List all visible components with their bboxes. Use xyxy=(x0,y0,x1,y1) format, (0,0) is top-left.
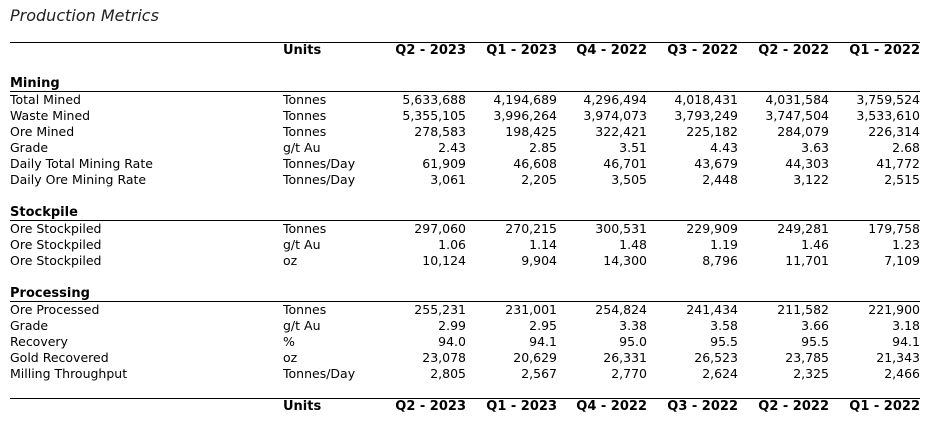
cell-value: 1.23 xyxy=(892,237,920,252)
row-label: Daily Total Mining Rate xyxy=(10,156,153,171)
cell-value: 41,772 xyxy=(876,156,920,171)
cell-value: 2,567 xyxy=(521,366,557,381)
cell-value: 46,701 xyxy=(603,156,647,171)
period-header: Q3 - 2022 xyxy=(667,43,738,58)
section-title: Processing xyxy=(10,286,90,301)
cell-value: 94.1 xyxy=(529,334,557,349)
cell-value: 3,122 xyxy=(793,172,829,187)
cell-value: 2.99 xyxy=(438,318,466,333)
cell-value: 322,421 xyxy=(595,124,647,139)
row-label: Waste Mined xyxy=(10,108,91,123)
section-title: Stockpile xyxy=(10,205,78,220)
cell-value: 9,904 xyxy=(521,253,557,268)
cell-value: 2.43 xyxy=(438,140,466,155)
cell-value: 46,608 xyxy=(513,156,557,171)
cell-value: 3,759,524 xyxy=(856,92,920,107)
cell-value: 1.14 xyxy=(529,237,557,252)
cell-value: 2,624 xyxy=(702,366,738,381)
row-unit: g/t Au xyxy=(283,318,321,333)
table-row xyxy=(0,156,935,172)
period-header: Q2 - 2022 xyxy=(758,399,829,414)
cell-value: 241,434 xyxy=(686,302,738,317)
row-label: Ore Stockpiled xyxy=(10,237,102,252)
cell-value: 229,909 xyxy=(686,221,738,236)
cell-value: 3,793,249 xyxy=(674,108,738,123)
table-header-row xyxy=(0,43,935,59)
cell-value: 2,205 xyxy=(521,172,557,187)
period-header: Q1 - 2023 xyxy=(486,43,557,58)
cell-value: 1.06 xyxy=(438,237,466,252)
table-row xyxy=(0,124,935,140)
cell-value: 179,758 xyxy=(868,221,920,236)
cell-value: 226,314 xyxy=(868,124,920,139)
section-title-processing xyxy=(0,286,935,302)
cell-value: 10,124 xyxy=(422,253,466,268)
cell-value: 4,296,494 xyxy=(583,92,647,107)
row-unit: Tonnes/Day xyxy=(283,366,356,381)
cell-value: 95.5 xyxy=(710,334,738,349)
cell-value: 231,001 xyxy=(505,302,557,317)
cell-value: 44,303 xyxy=(785,156,829,171)
cell-value: 4,194,689 xyxy=(493,92,557,107)
cell-value: 61,909 xyxy=(422,156,466,171)
period-header: Q1 - 2023 xyxy=(486,399,557,414)
row-unit: Tonnes/Day xyxy=(283,172,356,187)
table-row xyxy=(0,350,935,366)
cell-value: 3.63 xyxy=(801,140,829,155)
cell-value: 3.51 xyxy=(619,140,647,155)
cell-value: 2,770 xyxy=(611,366,647,381)
cell-value: 297,060 xyxy=(414,221,466,236)
table-row xyxy=(0,318,935,334)
cell-value: 94.0 xyxy=(438,334,466,349)
cell-value: 2,515 xyxy=(884,172,920,187)
table-footer-row xyxy=(0,399,935,415)
row-unit: Tonnes xyxy=(283,221,327,236)
cell-value: 4,018,431 xyxy=(674,92,738,107)
row-unit: Tonnes xyxy=(283,92,327,107)
cell-value: 5,633,688 xyxy=(402,92,466,107)
cell-value: 4.43 xyxy=(710,140,738,155)
row-unit: Tonnes xyxy=(283,302,327,317)
cell-value: 3,996,264 xyxy=(493,108,557,123)
units-header: Units xyxy=(283,43,322,58)
table-row xyxy=(0,221,935,237)
period-header: Q4 - 2022 xyxy=(576,43,647,58)
cell-value: 20,629 xyxy=(513,350,557,365)
row-label: Gold Recovered xyxy=(10,350,109,365)
row-unit: Tonnes xyxy=(283,108,327,123)
cell-value: 3.58 xyxy=(710,318,738,333)
cell-value: 221,900 xyxy=(868,302,920,317)
cell-value: 23,078 xyxy=(422,350,466,365)
cell-value: 270,215 xyxy=(505,221,557,236)
row-unit: oz xyxy=(283,253,298,268)
cell-value: 14,300 xyxy=(603,253,647,268)
table-row xyxy=(0,172,935,188)
cell-value: 3.66 xyxy=(801,318,829,333)
row-unit: g/t Au xyxy=(283,140,321,155)
row-label: Daily Ore Mining Rate xyxy=(10,172,147,187)
cell-value: 95.5 xyxy=(801,334,829,349)
period-header: Q2 - 2023 xyxy=(395,43,466,58)
cell-value: 225,182 xyxy=(686,124,738,139)
cell-value: 300,531 xyxy=(595,221,647,236)
row-label: Recovery xyxy=(10,334,68,349)
cell-value: 249,281 xyxy=(777,221,829,236)
page-title: Production Metrics xyxy=(10,6,159,25)
cell-value: 1.46 xyxy=(801,237,829,252)
units-header: Units xyxy=(283,399,322,414)
section-title-stockpile xyxy=(0,205,935,221)
cell-value: 1.48 xyxy=(619,237,647,252)
table-row xyxy=(0,366,935,382)
period-header: Q1 - 2022 xyxy=(849,399,920,414)
row-unit: Tonnes/Day xyxy=(283,156,356,171)
cell-value: 254,824 xyxy=(595,302,647,317)
cell-value: 95.0 xyxy=(619,334,647,349)
cell-value: 3,974,073 xyxy=(583,108,647,123)
cell-value: 7,109 xyxy=(884,253,920,268)
row-label: Grade xyxy=(10,318,49,333)
table-row xyxy=(0,302,935,318)
table-row xyxy=(0,108,935,124)
cell-value: 2.68 xyxy=(892,140,920,155)
cell-value: 5,355,105 xyxy=(402,108,466,123)
cell-value: 26,331 xyxy=(603,350,647,365)
cell-value: 2,805 xyxy=(430,366,466,381)
table-row xyxy=(0,237,935,253)
table-row xyxy=(0,92,935,108)
footer-top-rule xyxy=(10,398,920,399)
row-label: Ore Processed xyxy=(10,302,100,317)
row-label: Grade xyxy=(10,140,49,155)
period-header: Q3 - 2022 xyxy=(667,399,738,414)
cell-value: 26,523 xyxy=(694,350,738,365)
cell-value: 8,796 xyxy=(702,253,738,268)
cell-value: 284,079 xyxy=(777,124,829,139)
cell-value: 211,582 xyxy=(777,302,829,317)
cell-value: 94.1 xyxy=(892,334,920,349)
table-row xyxy=(0,334,935,350)
section-title-mining xyxy=(0,76,935,92)
row-unit: Tonnes xyxy=(283,124,327,139)
section-title: Mining xyxy=(10,76,60,91)
period-header: Q2 - 2023 xyxy=(395,399,466,414)
row-label: Ore Stockpiled xyxy=(10,221,102,236)
cell-value: 2,448 xyxy=(702,172,738,187)
cell-value: 21,343 xyxy=(876,350,920,365)
cell-value: 1.19 xyxy=(710,237,738,252)
cell-value: 3,533,610 xyxy=(856,108,920,123)
period-header: Q2 - 2022 xyxy=(758,43,829,58)
cell-value: 198,425 xyxy=(505,124,557,139)
cell-value: 43,679 xyxy=(694,156,738,171)
cell-value: 2,466 xyxy=(884,366,920,381)
cell-value: 2.95 xyxy=(529,318,557,333)
cell-value: 2.85 xyxy=(529,140,557,155)
row-label: Milling Throughput xyxy=(10,366,128,381)
cell-value: 11,701 xyxy=(785,253,829,268)
table-row xyxy=(0,253,935,269)
cell-value: 3,747,504 xyxy=(765,108,829,123)
cell-value: 4,031,584 xyxy=(765,92,829,107)
cell-value: 23,785 xyxy=(785,350,829,365)
cell-value: 278,583 xyxy=(414,124,466,139)
cell-value: 2,325 xyxy=(793,366,829,381)
table-row xyxy=(0,140,935,156)
cell-value: 3.38 xyxy=(619,318,647,333)
row-label: Total Mined xyxy=(10,92,81,107)
row-label: Ore Mined xyxy=(10,124,75,139)
cell-value: 3,061 xyxy=(430,172,466,187)
period-header: Q1 - 2022 xyxy=(849,43,920,58)
row-unit: % xyxy=(283,334,295,349)
row-label: Ore Stockpiled xyxy=(10,253,102,268)
row-unit: oz xyxy=(283,350,298,365)
cell-value: 3.18 xyxy=(892,318,920,333)
cell-value: 255,231 xyxy=(414,302,466,317)
row-unit: g/t Au xyxy=(283,237,321,252)
period-header: Q4 - 2022 xyxy=(576,399,647,414)
cell-value: 3,505 xyxy=(611,172,647,187)
